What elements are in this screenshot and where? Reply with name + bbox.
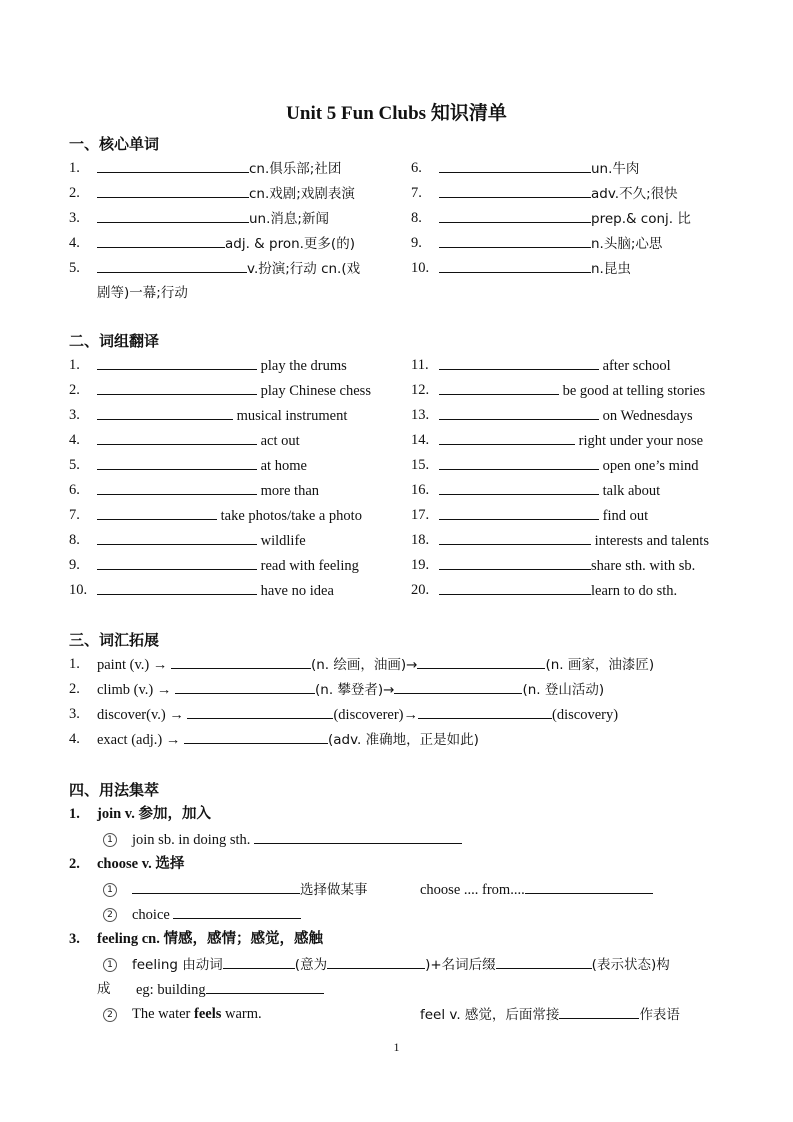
expansion-item: exact (adj.) → (adv. 准确地，正是如此) (97, 729, 479, 750)
circled-number: 1 (103, 833, 117, 847)
answer-blank[interactable] (439, 555, 591, 570)
answer-blank[interactable] (184, 729, 328, 744)
answer-blank[interactable] (97, 380, 257, 395)
phrase-item: have no idea (97, 580, 334, 601)
answer-blank[interactable] (97, 455, 257, 470)
usage-item-continuation: 成 (97, 981, 111, 997)
vocab-number: 2. (69, 185, 80, 201)
answer-blank[interactable] (223, 954, 295, 969)
answer-blank[interactable] (97, 530, 257, 545)
answer-blank[interactable] (97, 158, 249, 173)
answer-blank[interactable] (327, 954, 425, 969)
phrase-number: 4. (69, 432, 80, 448)
phrase-number: 20. (411, 582, 430, 598)
page-title: Unit 5 Fun Clubs 知识清单 (286, 103, 507, 124)
usage-example: eg: building (136, 979, 324, 1000)
answer-blank[interactable] (439, 183, 591, 198)
vocab-item: adj. & pron.更多(的) (97, 233, 355, 254)
section-heading-usage: 四、用法集萃 (69, 781, 160, 799)
answer-blank[interactable] (97, 430, 257, 445)
phrase-item: talk about (439, 480, 660, 501)
answer-blank[interactable] (439, 233, 591, 248)
circled-number: 1 (103, 958, 117, 972)
usage-item: choose .... from.... (420, 879, 653, 900)
phrase-item: right under your nose (439, 430, 703, 451)
phrase-number: 7. (69, 507, 80, 523)
vocab-number: 5. (69, 260, 80, 276)
answer-blank[interactable] (439, 158, 591, 173)
usage-item: feel v. 感觉，后面常接 作表语 (420, 1004, 680, 1025)
answer-blank[interactable] (97, 480, 257, 495)
vocab-number: 1. (69, 160, 80, 176)
phrase-number: 8. (69, 532, 80, 548)
phrase-number: 1. (69, 357, 80, 373)
page-number: 1 (393, 1040, 400, 1054)
vocab-item: un.牛肉 (439, 158, 639, 179)
answer-blank[interactable] (496, 954, 592, 969)
section-heading-core-words: 一、核心单词 (69, 135, 160, 153)
phrase-number: 2. (69, 382, 80, 398)
answer-blank[interactable] (559, 1004, 639, 1019)
phrase-item: more than (97, 480, 319, 501)
vocab-item: adv.不久;很快 (439, 183, 678, 204)
phrase-number: 17. (411, 507, 430, 523)
answer-blank[interactable] (439, 505, 599, 520)
phrase-item: play the drums (97, 355, 347, 376)
vocab-item-continuation: 剧等)一幕;行动 (97, 285, 188, 301)
phrase-item: on Wednesdays (439, 405, 693, 426)
phrase-number: 6. (69, 482, 80, 498)
phrase-item: play Chinese chess (97, 380, 371, 401)
usage-number: 3. (69, 931, 80, 947)
answer-blank[interactable] (97, 555, 257, 570)
answer-blank[interactable] (254, 829, 462, 844)
answer-blank[interactable] (439, 480, 599, 495)
answer-blank[interactable] (173, 904, 301, 919)
vocab-number: 3. (69, 210, 80, 226)
phrase-number: 18. (411, 532, 430, 548)
answer-blank[interactable] (418, 704, 552, 719)
vocab-number: 9. (411, 235, 422, 251)
phrase-item: be good at telling stories (439, 380, 705, 401)
answer-blank[interactable] (171, 654, 311, 669)
circled-number: 2 (103, 908, 117, 922)
phrase-item: open one’s mind (439, 455, 698, 476)
answer-blank[interactable] (439, 580, 591, 595)
answer-blank[interactable] (97, 580, 257, 595)
vocab-number: 8. (411, 210, 422, 226)
expansion-item: climb (v.) → (n. 攀登者)→ (n. 登山活动) (97, 679, 604, 700)
expansion-number: 2. (69, 681, 80, 697)
expansion-item: paint (v.) → (n. 绘画，油画)→ (n. 画家，油漆匠) (97, 654, 654, 675)
phrase-item: wildlife (97, 530, 306, 551)
section-heading-expansion: 三、词汇拓展 (69, 631, 160, 649)
phrase-number: 10. (69, 582, 88, 598)
phrase-item: share sth. with sb. (439, 555, 695, 576)
phrase-item: at home (97, 455, 307, 476)
vocab-number: 7. (411, 185, 422, 201)
answer-blank[interactable] (439, 530, 591, 545)
answer-blank[interactable] (417, 654, 545, 669)
vocab-number: 6. (411, 160, 422, 176)
answer-blank[interactable] (439, 208, 591, 223)
answer-blank[interactable] (439, 430, 575, 445)
usage-number: 1. (69, 806, 80, 822)
usage-heading: join v. 参加，加入 (97, 806, 211, 822)
phrase-number: 5. (69, 457, 80, 473)
answer-blank[interactable] (187, 704, 333, 719)
answer-blank[interactable] (97, 208, 249, 223)
vocab-item: prep.& conj. 比 (439, 208, 691, 229)
section-heading-phrases: 二、词组翻译 (69, 332, 160, 350)
vocab-item: n.头脑;心思 (439, 233, 662, 254)
phrase-number: 12. (411, 382, 430, 398)
phrase-number: 11. (411, 357, 429, 373)
answer-blank[interactable] (439, 258, 591, 273)
answer-blank[interactable] (97, 233, 225, 248)
vocab-item: cn.戏剧;戏剧表演 (97, 183, 355, 204)
answer-blank[interactable] (97, 355, 257, 370)
answer-blank[interactable] (525, 879, 653, 894)
answer-blank[interactable] (97, 258, 247, 273)
phrase-item: after school (439, 355, 671, 376)
phrase-item: interests and talents (439, 530, 709, 551)
answer-blank[interactable] (439, 405, 599, 420)
answer-blank[interactable] (175, 679, 315, 694)
phrase-number: 14. (411, 432, 430, 448)
circled-number: 2 (103, 1008, 117, 1022)
phrase-number: 3. (69, 407, 80, 423)
usage-item: The water feels warm. (132, 1006, 262, 1022)
usage-item: feeling 由动词 (意为 )+名词后缀 (表示状态)构 (132, 954, 670, 975)
phrase-item: read with feeling (97, 555, 359, 576)
phrase-number: 13. (411, 407, 430, 423)
answer-blank[interactable] (97, 405, 233, 420)
vocab-number: 10. (411, 260, 430, 276)
phrase-number: 19. (411, 557, 430, 573)
expansion-item: discover(v.) → (discoverer)→ (discovery) (97, 704, 618, 725)
answer-blank[interactable] (97, 183, 249, 198)
expansion-number: 4. (69, 731, 80, 747)
usage-item: join sb. in doing sth. (132, 829, 462, 850)
phrase-item: learn to do sth. (439, 580, 677, 601)
circled-number: 1 (103, 883, 117, 897)
usage-heading: feeling cn. 情感，感情；感觉，感触 (97, 931, 323, 947)
vocab-item: un.消息;新闻 (97, 208, 329, 229)
answer-blank[interactable] (97, 505, 217, 520)
answer-blank[interactable] (132, 879, 300, 894)
phrase-number: 15. (411, 457, 430, 473)
phrase-item: find out (439, 505, 648, 526)
usage-number: 2. (69, 856, 80, 872)
phrase-number: 16. (411, 482, 430, 498)
expansion-number: 3. (69, 706, 80, 722)
phrase-item: take photos/take a photo (97, 505, 362, 526)
expansion-number: 1. (69, 656, 80, 672)
vocab-number: 4. (69, 235, 80, 251)
phrase-item: act out (97, 430, 300, 451)
vocab-item: cn.俱乐部;社团 (97, 158, 341, 179)
phrase-number: 9. (69, 557, 80, 573)
vocab-item: n.昆虫 (439, 258, 631, 279)
answer-blank[interactable] (439, 355, 599, 370)
answer-blank[interactable] (206, 979, 324, 994)
usage-item: 选择做某事 (132, 879, 368, 900)
answer-blank[interactable] (394, 679, 522, 694)
answer-blank[interactable] (439, 380, 559, 395)
answer-blank[interactable] (439, 455, 599, 470)
vocab-item: v.扮演;行动 cn.(戏 (97, 258, 360, 279)
usage-item: choice (132, 904, 301, 925)
usage-heading: choose v. 选择 (97, 856, 185, 872)
phrase-item: musical instrument (97, 405, 347, 426)
